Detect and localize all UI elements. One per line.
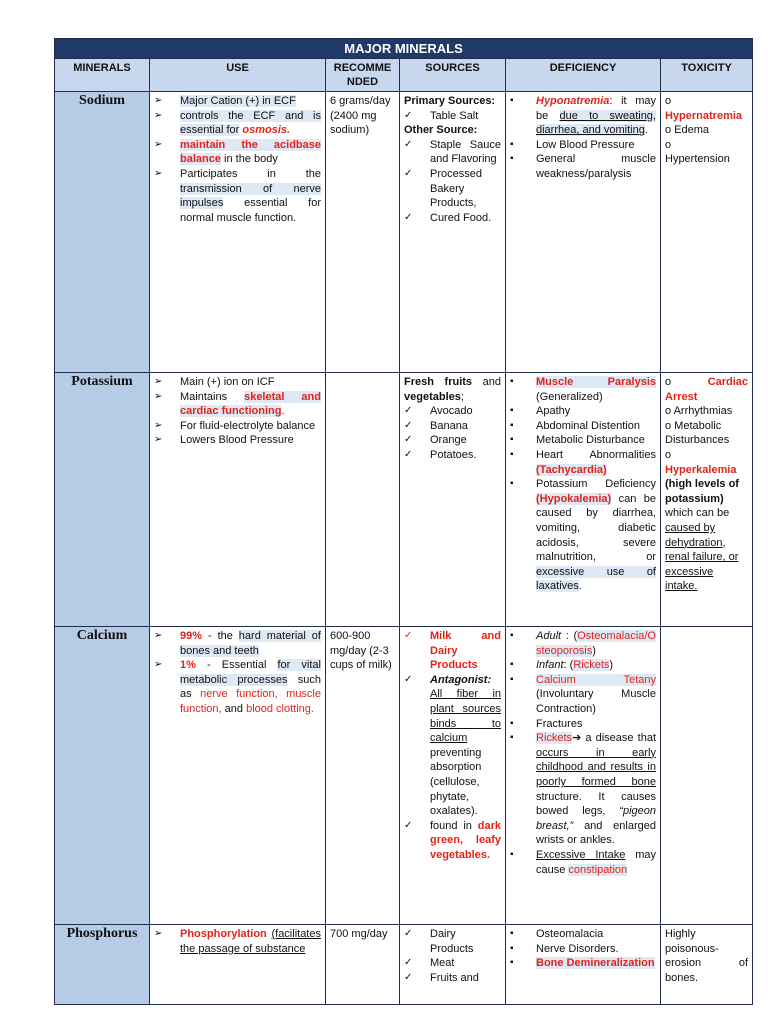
list-item: ✓ Milk and Dairy Products	[404, 630, 501, 672]
list-item: ▪ Hyponatremia: it may be due to sweating, diarrhea, and vomiting.	[510, 95, 656, 137]
check-icon: ✓	[404, 405, 413, 417]
calcium-recommended: 600-900 mg/day (2-3 cups of milk)	[326, 627, 400, 925]
list-item: ▪ Bone Demineralization	[510, 957, 655, 970]
arrow-bullet-icon: ➢	[154, 109, 163, 121]
sodium-recommended: 6 grams/day (2400 mg sodium)	[326, 92, 400, 373]
square-bullet-icon: ▪	[510, 717, 514, 729]
check-icon: ✓	[404, 957, 413, 969]
arrow-bullet-icon: ➢	[154, 390, 163, 402]
arrow-bullet-icon: ➢	[154, 167, 163, 179]
check-icon: ✓	[404, 928, 413, 939]
list-item: ➢ Main (+) ion on ICF	[154, 376, 275, 388]
mineral-name-phosphorus: Phosphorus	[55, 925, 150, 1005]
header-recommended: RECOMME NDED	[326, 59, 400, 92]
square-bullet-icon: ▪	[510, 630, 514, 641]
calcium-use-cell	[150, 627, 326, 925]
calcium-deficiency-cell	[506, 627, 661, 925]
calcium-toxicity-cell	[661, 627, 753, 925]
list-item: ▪ Apathy	[510, 405, 571, 418]
list-item: ✓ Orange	[404, 434, 467, 447]
list-item: ✓ Meat	[404, 957, 455, 970]
arrow-bullet-icon: ➢	[154, 630, 163, 641]
arrow-bullet-icon: ➢	[154, 138, 163, 150]
list-item: ▪ Calcium Tetany (Involuntary Muscle Contraction)	[510, 673, 656, 715]
header-row	[55, 59, 753, 92]
list-item: ➢ Participates in the transmission of nerve impulses essential for normal muscle function.	[154, 167, 321, 224]
list-item: ✓ Staple Sauce and Flavoring	[404, 138, 501, 166]
list-item: ▪ Adult : (Osteomalacia/Osteoporosis)	[510, 630, 656, 657]
arrow-bullet-icon: ➢	[154, 95, 163, 106]
sodium-sources-cell: Primary Sources: ✓ Table Salt Other Source: ✓ Staple Sauce and Flavoring ✓ Processed Bakery Products, ✓ Cured Food.	[400, 92, 506, 373]
major-minerals-table	[54, 38, 753, 1005]
list-item: ➢ 99% - the hard material of bones and teeth	[154, 630, 321, 657]
sodium-toxicity-cell: o Hypernatremia o Edema o Hypertension	[661, 92, 753, 373]
list-item: ✓ Antagonist: All fiber in plant sources binds to calcium preventing absorption (cellulose, phytate, oxalates).	[404, 673, 501, 818]
header-toxicity: TOXICITY	[661, 59, 753, 92]
check-icon: ✓	[404, 167, 413, 179]
minerals-sheet	[54, 38, 749, 1005]
square-bullet-icon: ▪	[510, 928, 514, 939]
table-row	[55, 627, 753, 925]
list-item: ▪ Abdominal Distention	[510, 419, 640, 432]
list-item: ➢ controls the ECF and is essential for osmosis.	[154, 109, 321, 137]
list-item: ✓ Potatoes.	[404, 448, 477, 461]
header-minerals: MINERALS	[55, 59, 150, 92]
square-bullet-icon: ▪	[510, 138, 514, 150]
phosphorus-deficiency-cell	[506, 925, 661, 1005]
sodium-use-cell	[150, 92, 326, 373]
check-icon: ✓	[404, 109, 413, 121]
list-item: ▪ Muscle Paralysis (Generalized)	[510, 376, 656, 403]
list-item: ▪ General muscle weakness/paralysis	[510, 153, 656, 180]
table-title: MAJOR MINERALS	[55, 39, 753, 59]
list-item: ✓ Avocado	[404, 405, 473, 418]
potassium-toxicity-cell: o Cardiac Arrest o Arrhythmias o Metabolic Disturbances o Hyperkalemia (high levels of potassium) which can be caused by dehydration, renal failure, or excessive intake.	[661, 373, 753, 627]
arrow-bullet-icon: ➢	[154, 659, 163, 671]
square-bullet-icon: ▪	[510, 95, 514, 106]
square-bullet-icon: ▪	[510, 732, 514, 744]
list-item: ✓ Table Salt	[404, 109, 479, 122]
list-item: ➢ Lowers Blood Pressure	[154, 434, 294, 447]
list-item: ✓ found in dark green, leafy vegetables.	[404, 819, 501, 861]
phosphorus-sources-cell	[400, 925, 506, 1005]
potassium-sources-cell: Fresh fruits and vegetables; ✓ Avocado ✓ Banana ✓ Orange ✓ Potatoes.	[400, 373, 506, 627]
check-icon: ✓	[404, 434, 413, 446]
table-row	[55, 92, 753, 373]
check-icon: ✓	[404, 673, 413, 685]
list-item: ▪ Rickets➔ a disease that occurs in early childhood and results in poorly formed bone structure. It causes bowed legs, “pigeon breast,” and enlarged wrists or ankles.	[510, 732, 656, 847]
check-icon: ✓	[404, 448, 413, 460]
list-item: ▪ Heart Abnormalities (Tachycardia)	[510, 448, 656, 476]
potassium-deficiency-cell	[506, 373, 661, 627]
square-bullet-icon: ▪	[510, 376, 514, 387]
list-item: ➢ 1% - Essential for vital metabolic processes such as nerve function, muscle function, and blood clotting.	[154, 659, 321, 715]
check-icon: ✓	[404, 630, 413, 641]
square-bullet-icon: ▪	[510, 419, 514, 431]
arrow-bullet-icon: ➢	[154, 376, 163, 387]
header-deficiency: DEFICIENCY	[506, 59, 661, 92]
square-bullet-icon: ▪	[510, 957, 514, 969]
list-item: ➢ For fluid-electrolyte balance	[154, 419, 316, 432]
square-bullet-icon: ▪	[510, 405, 514, 417]
check-icon: ✓	[404, 211, 413, 223]
list-item: ▪ Infant: (Rickets)	[510, 659, 614, 672]
list-item: ▪ Osteomalacia	[510, 928, 604, 940]
list-item: ➢ Phosphorylation (facilitates the passage of substance	[154, 928, 321, 955]
list-item: ✓ Dairy Products	[404, 928, 474, 955]
list-item: ➢ Maintains skeletal and cardiac functioning.	[154, 390, 321, 418]
square-bullet-icon: ▪	[510, 434, 514, 446]
list-item: ▪ Potassium Deficiency (Hypokalemia) can be caused by diarrhea, vomiting, diabetic acidosis, severe malnutrition, or excessive use of laxatives.	[510, 478, 657, 593]
table-row	[55, 373, 753, 627]
square-bullet-icon: ▪	[510, 478, 514, 490]
list-item: ▪ Excessive Intake may cause constipation	[510, 848, 656, 876]
check-icon: ✓	[404, 971, 413, 983]
list-item: ▪ Nerve Disorders.	[510, 942, 619, 955]
square-bullet-icon: ▪	[510, 848, 514, 860]
arrow-bullet-icon: ➢	[154, 419, 163, 431]
table-row	[55, 925, 753, 1005]
list-item: ▪ Fractures	[510, 717, 583, 730]
square-bullet-icon: ▪	[510, 153, 514, 165]
list-item: ▪ Low Blood Pressure	[510, 138, 635, 151]
list-item: ✓ Banana	[404, 419, 468, 432]
arrow-bullet-icon: ➢	[154, 928, 163, 939]
list-item: ✓ Cured Food.	[404, 211, 492, 224]
square-bullet-icon: ▪	[510, 673, 514, 685]
potassium-use-cell	[150, 373, 326, 627]
square-bullet-icon: ▪	[510, 659, 514, 671]
phosphorus-use-cell	[150, 925, 326, 1005]
sodium-deficiency-cell	[506, 92, 661, 373]
mineral-name-potassium: Potassium	[55, 373, 150, 627]
square-bullet-icon: ▪	[510, 448, 514, 460]
list-item: ✓ Processed Bakery Products,	[404, 167, 482, 210]
list-item: ▪ Metabolic Disturbance	[510, 434, 645, 447]
check-icon: ✓	[404, 419, 413, 431]
list-item: ➢ Major Cation (+) in ECF	[154, 95, 296, 107]
check-icon: ✓	[404, 819, 413, 831]
list-item: ✓ Fruits and	[404, 971, 479, 984]
phosphorus-recommended: 700 mg/day	[326, 925, 400, 1005]
header-sources: SOURCES	[400, 59, 506, 92]
mineral-name-calcium: Calcium	[55, 627, 150, 925]
mineral-name-sodium: Sodium	[55, 92, 150, 373]
check-icon: ✓	[404, 138, 413, 150]
header-use: USE	[150, 59, 326, 92]
potassium-recommended	[326, 373, 400, 627]
arrow-bullet-icon: ➢	[154, 434, 163, 446]
square-bullet-icon: ▪	[510, 942, 514, 954]
table-title-row	[55, 39, 753, 59]
calcium-sources-cell	[400, 627, 506, 925]
phosphorus-toxicity-cell: Highly poisonous-erosion of bones.	[661, 925, 753, 1005]
list-item: ➢ maintain the acidbase balance in the body	[154, 138, 321, 166]
